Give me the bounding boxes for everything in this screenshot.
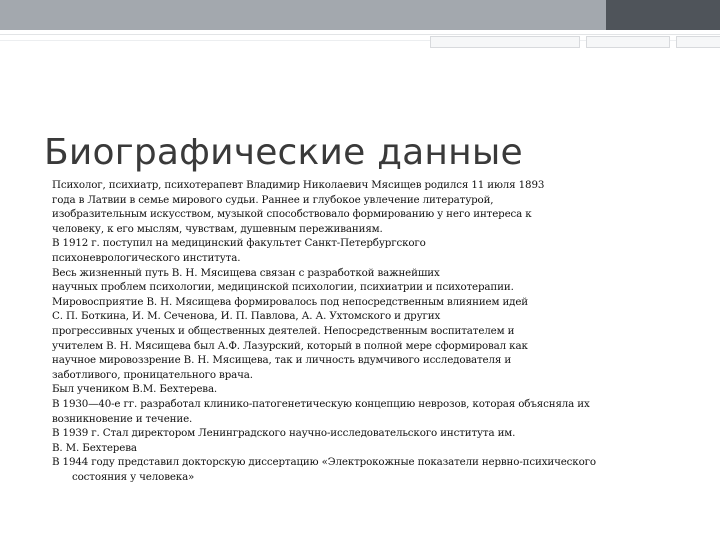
- text-line: состояния у человека»: [72, 470, 195, 483]
- text-line: Психолог, психиатр, психотерапевт Владимир Николаевич Мясищев родился 11 июля 1893: [52, 179, 545, 191]
- text-line: Весь жизненный путь В. Н. Мясищева связан с разработкой важнейших: [52, 266, 440, 279]
- text-line: возникновение и течение.: [52, 412, 193, 425]
- decorative-line: [0, 34, 720, 35]
- text-line: научных проблем психологии, медицинской психологии, психиатрии и психотерапии.: [52, 281, 514, 294]
- text-line: заботливого, проницательного врача.: [52, 368, 253, 381]
- text-line: В 1930—40-е гг. разработал клинико-патогенетическую концепцию неврозов, которая объясняла их: [52, 397, 590, 410]
- text-line: В. М. Бехтерева: [52, 441, 137, 454]
- text-line: человеку, к его мыслям, чувствам, душевным переживаниям.: [52, 222, 383, 235]
- text-line: научное мировоззрение В. Н. Мясищева, так и личность вдумчивого исследователя и: [52, 354, 512, 367]
- decorative-block: [586, 36, 670, 48]
- text-line: изобразительным искусством, музыкой способствовало формированию у него интереса к: [52, 208, 532, 221]
- text-line: В 1939 г. Стал директором Ленинградского научно-исследовательского института им.: [52, 427, 516, 440]
- decorative-block: [430, 36, 580, 48]
- text-line: учителем В. Н. Мясищева был А.Ф. Лазурский, который в полной мере сформировал как: [52, 339, 528, 352]
- text-line: Был учеником В.М. Бехтерева.: [52, 383, 218, 396]
- text-line: Мировосприятие В. Н. Мясищева формировалось под непосредственным влиянием идей: [52, 295, 529, 308]
- text-line: В 1944 году представил докторскую диссертацию «Электрокожные показатели нервно-психического: [52, 456, 596, 469]
- text-line: психоневрологического института.: [52, 251, 241, 264]
- header-band-accent: [0, 0, 606, 30]
- text-line: С. П. Боткина, И. М. Сеченова, И. П. Павлова, А. А. Ухтомского и других: [52, 310, 441, 323]
- text-line: В 1912 г. поступил на медицинский факультет Санкт-Петербургского: [52, 237, 426, 250]
- decorative-block: [676, 36, 720, 48]
- slide-title: Биографические данные: [44, 132, 523, 174]
- text-line: года в Латвии в семье мирового судьи. Раннее и глубокое увлечение литературой,: [52, 193, 494, 206]
- slide-body-text: [52, 178, 692, 484]
- text-line: прогрессивных ученых и общественных деятелей. Непосредственным воспитателем и: [52, 324, 515, 337]
